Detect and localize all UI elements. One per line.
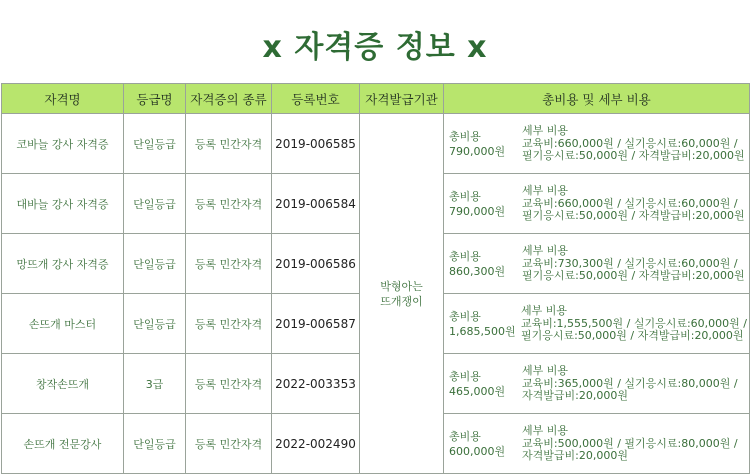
issuer-line: 박형아는 bbox=[380, 279, 423, 293]
table-header-row bbox=[2, 84, 750, 114]
header-issuer: 자격발급기관 bbox=[360, 84, 444, 114]
header-reg-no: 등록번호 bbox=[272, 84, 360, 114]
grade: 3급 bbox=[124, 354, 186, 414]
cost-detail bbox=[522, 425, 747, 462]
cert-name: 코바늘 강사 자격증 bbox=[2, 114, 124, 174]
total-value: 1,685,500원 bbox=[449, 324, 516, 338]
total-cost bbox=[449, 189, 522, 219]
cost-cell bbox=[444, 294, 750, 354]
cert-name: 망뜨개 강사 자격증 bbox=[2, 234, 124, 294]
reg-no: 2019-006585 bbox=[272, 114, 360, 174]
total-cost bbox=[449, 249, 522, 279]
total-label: 총비용 bbox=[449, 309, 481, 323]
detail-line: 필기응시료:50,000원 / 자격발급비:20,000원 bbox=[522, 269, 745, 282]
reg-no: 2022-003353 bbox=[272, 354, 360, 414]
cost-detail bbox=[522, 125, 747, 162]
total-cost bbox=[449, 309, 521, 339]
total-value: 860,300원 bbox=[449, 264, 506, 278]
cost-detail bbox=[521, 305, 747, 342]
detail-line: 필기응시료:50,000원 / 자격발급비:20,000원 bbox=[522, 209, 745, 222]
cert-type: 등록 민간자격 bbox=[186, 174, 272, 234]
cert-name: 창작손뜨개 bbox=[2, 354, 124, 414]
total-value: 600,000원 bbox=[449, 444, 506, 458]
total-label: 총비용 bbox=[449, 189, 481, 203]
cert-type: 등록 민간자격 bbox=[186, 354, 272, 414]
cert-type: 등록 민간자격 bbox=[186, 294, 272, 354]
grade: 단일등급 bbox=[124, 234, 186, 294]
cost-cell bbox=[444, 174, 750, 234]
grade: 단일등급 bbox=[124, 174, 186, 234]
table-row bbox=[2, 114, 750, 174]
cert-type: 등록 민간자격 bbox=[186, 234, 272, 294]
cert-name: 손뜨개 전문강사 bbox=[2, 414, 124, 474]
reg-no: 2019-006586 bbox=[272, 234, 360, 294]
reg-no: 2022-002490 bbox=[272, 414, 360, 474]
detail-line: 교육비:730,300원 / 실기응시료:60,000원 / bbox=[522, 257, 738, 270]
cert-type: 등록 민간자격 bbox=[186, 114, 272, 174]
detail-label: 세부 비용 bbox=[522, 244, 569, 257]
detail-label: 세부 비용 bbox=[522, 424, 569, 437]
detail-line: 필기응시료:50,000원 / 자격발급비:20,000원 bbox=[522, 149, 745, 162]
header-cost: 총비용 및 세부 비용 bbox=[444, 84, 750, 114]
reg-no: 2019-006584 bbox=[272, 174, 360, 234]
page-title: x 자격증 정보 x bbox=[262, 30, 488, 65]
detail-line: 자격발급비:20,000원 bbox=[522, 449, 628, 462]
detail-label: 세부 비용 bbox=[522, 364, 569, 377]
total-label: 총비용 bbox=[449, 369, 481, 383]
total-label: 총비용 bbox=[449, 249, 481, 263]
total-cost bbox=[449, 129, 522, 159]
header-grade: 등급명 bbox=[124, 84, 186, 114]
cert-type: 등록 민간자격 bbox=[186, 414, 272, 474]
cost-cell bbox=[444, 414, 750, 474]
detail-line: 필기응시료:50,000원 / 자격발급비:20,000원 bbox=[520, 329, 744, 342]
header-cert-name: 자격명 bbox=[2, 84, 124, 114]
grade: 단일등급 bbox=[124, 414, 186, 474]
cost-detail bbox=[522, 365, 747, 402]
issuer-line: 뜨개쟁이 bbox=[380, 294, 423, 308]
total-value: 790,000원 bbox=[449, 204, 506, 218]
detail-line: 교육비:1,555,500원 / 실기응시료:60,000원 / bbox=[520, 317, 747, 330]
detail-label: 세부 비용 bbox=[522, 184, 569, 197]
cost-cell bbox=[444, 354, 750, 414]
detail-line: 교육비:660,000원 / 실기응시료:60,000원 / bbox=[522, 197, 738, 210]
detail-line: 교육비:500,000원 / 필기응시료:80,000원 / bbox=[522, 437, 738, 450]
grade: 단일등급 bbox=[124, 114, 186, 174]
cost-detail bbox=[522, 245, 747, 282]
total-value: 465,000원 bbox=[449, 384, 506, 398]
detail-line: 자격발급비:20,000원 bbox=[522, 389, 628, 402]
cert-name: 손뜨개 마스터 bbox=[2, 294, 124, 354]
total-label: 총비용 bbox=[449, 429, 481, 443]
cost-detail bbox=[522, 185, 747, 222]
cost-cell bbox=[444, 114, 750, 174]
grade: 단일등급 bbox=[124, 294, 186, 354]
detail-label: 세부 비용 bbox=[522, 124, 569, 137]
header-cert-type: 자격증의 종류 bbox=[186, 84, 272, 114]
detail-line: 교육비:365,000원 / 실기응시료:80,000원 / bbox=[522, 377, 738, 390]
cert-name: 대바늘 강사 자격증 bbox=[2, 174, 124, 234]
total-label: 총비용 bbox=[449, 129, 481, 143]
detail-label: 세부 비용 bbox=[520, 304, 567, 317]
total-cost bbox=[449, 369, 522, 399]
issuer bbox=[360, 114, 444, 474]
total-cost bbox=[449, 429, 522, 459]
reg-no: 2019-006587 bbox=[272, 294, 360, 354]
total-value: 790,000원 bbox=[449, 144, 506, 158]
detail-line: 교육비:660,000원 / 실기응시료:60,000원 / bbox=[522, 137, 738, 150]
cost-cell bbox=[444, 234, 750, 294]
certificate-table bbox=[1, 83, 750, 474]
